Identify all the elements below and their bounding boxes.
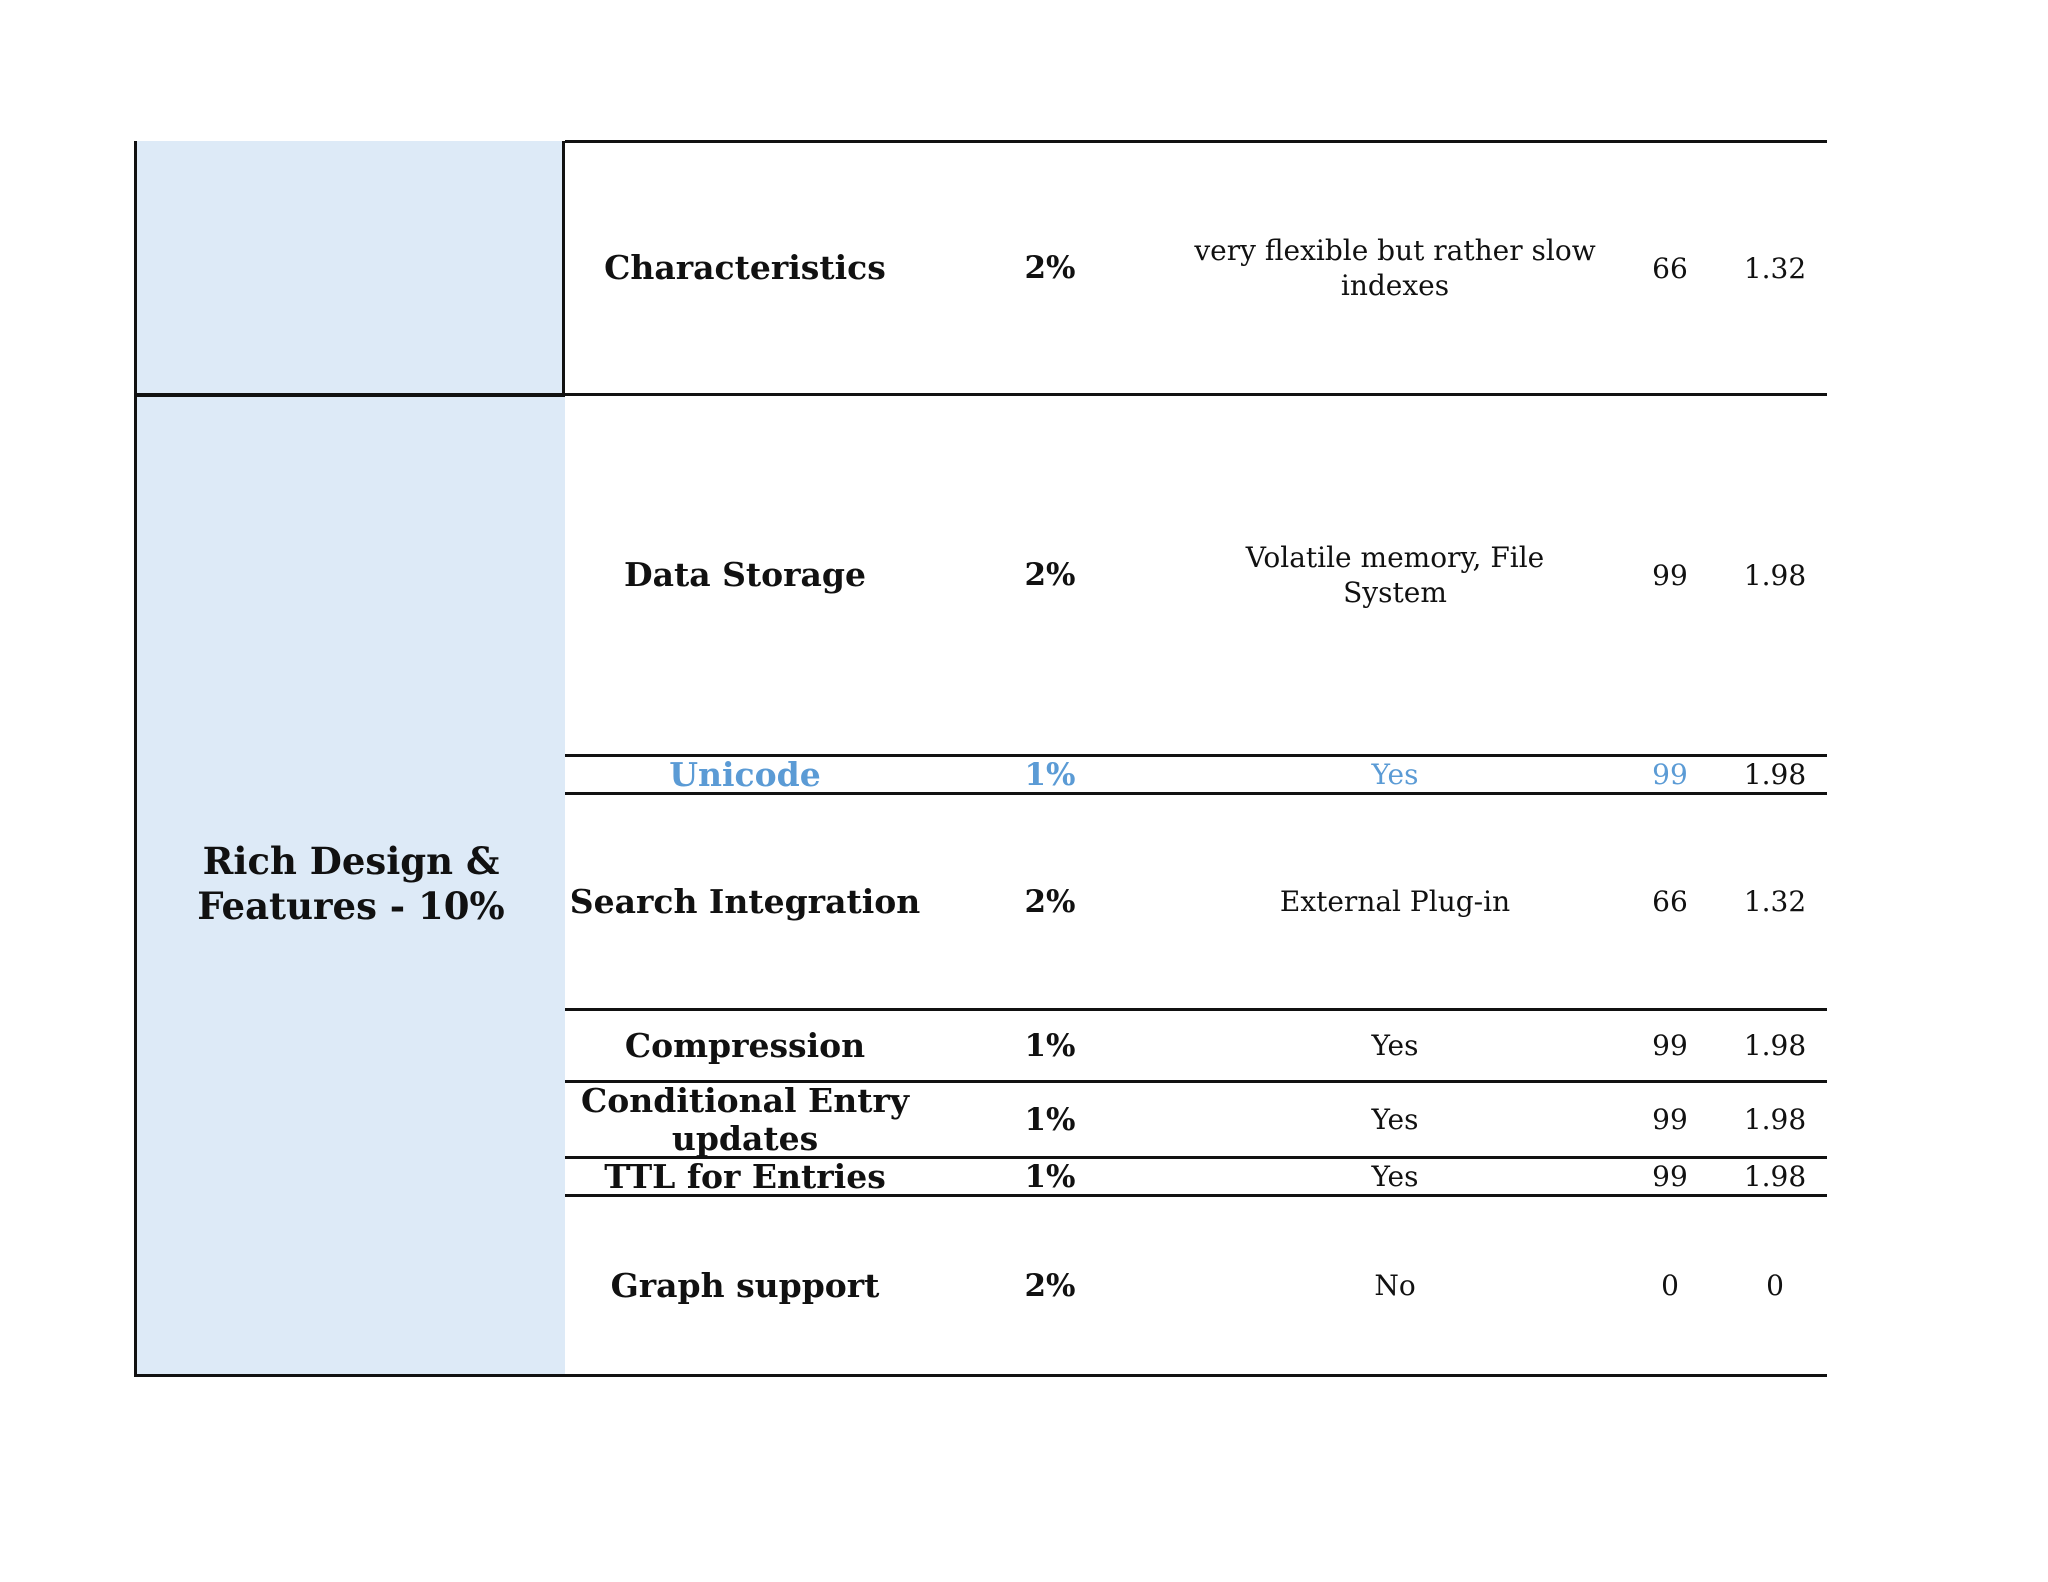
criterion-name: Conditional Entry updates xyxy=(580,1080,910,1158)
criterion-weighted-score: 1.98 xyxy=(1743,1103,1807,1136)
criterion-weight: 1% xyxy=(1024,1158,1076,1195)
criterion-weighted-score: 1.32 xyxy=(1743,885,1807,918)
criterion-description: Volatile memory, File System xyxy=(1245,541,1545,609)
criterion-weight: 2% xyxy=(1024,883,1076,920)
criterion-name: Graph support xyxy=(610,1265,880,1305)
criterion-score: 99 xyxy=(1652,1103,1688,1136)
criterion-score: 99 xyxy=(1652,558,1688,592)
criterion-weight: 2% xyxy=(1024,557,1076,593)
criterion-description: No xyxy=(1374,1269,1416,1302)
criterion-score: 99 xyxy=(1652,758,1688,791)
criterion-description: Yes xyxy=(1371,758,1419,791)
criterion-name: TTL for Entries xyxy=(604,1156,886,1196)
criterion-weighted-score: 0 xyxy=(1766,1269,1784,1302)
criterion-score: 66 xyxy=(1652,885,1688,918)
criterion-weighted-score: 1.98 xyxy=(1743,758,1807,791)
criterion-score: 0 xyxy=(1661,1269,1679,1302)
category-label: Rich Design & Features - 10% xyxy=(197,839,505,928)
criterion-name: Unicode xyxy=(669,754,821,794)
criterion-weighted-score: 1.98 xyxy=(1743,1029,1807,1062)
criterion-weight: 1% xyxy=(1024,1027,1076,1064)
criterion-weighted-score: 1.98 xyxy=(1743,1160,1807,1193)
criterion-weighted-score: 1.32 xyxy=(1743,251,1807,285)
criterion-name: Search Integration xyxy=(569,881,921,921)
row-divider xyxy=(565,1374,1827,1377)
criterion-name: Characteristics xyxy=(604,248,886,287)
criterion-score: 99 xyxy=(1652,1029,1688,1062)
criterion-description: Yes xyxy=(1371,1029,1419,1062)
criterion-weight: 1% xyxy=(1024,1101,1076,1138)
criterion-name: Data Storage xyxy=(623,555,867,594)
criterion-description: Yes xyxy=(1371,1160,1419,1193)
criterion-weight: 2% xyxy=(1024,250,1076,286)
criterion-weight: 1% xyxy=(1024,756,1076,793)
criterion-name: Compression xyxy=(624,1025,866,1065)
criterion-description: very flexible but rather slow indexes xyxy=(1194,234,1596,302)
criterion-score: 66 xyxy=(1652,251,1688,285)
category-cell xyxy=(134,394,565,1377)
criterion-description: Yes xyxy=(1371,1103,1419,1136)
criterion-score: 99 xyxy=(1652,1160,1688,1193)
criterion-weight: 2% xyxy=(1024,1267,1076,1304)
category-cell-continuation xyxy=(134,141,565,395)
criterion-description: External Plug-in xyxy=(1279,885,1511,918)
criterion-weighted-score: 1.98 xyxy=(1743,558,1807,592)
